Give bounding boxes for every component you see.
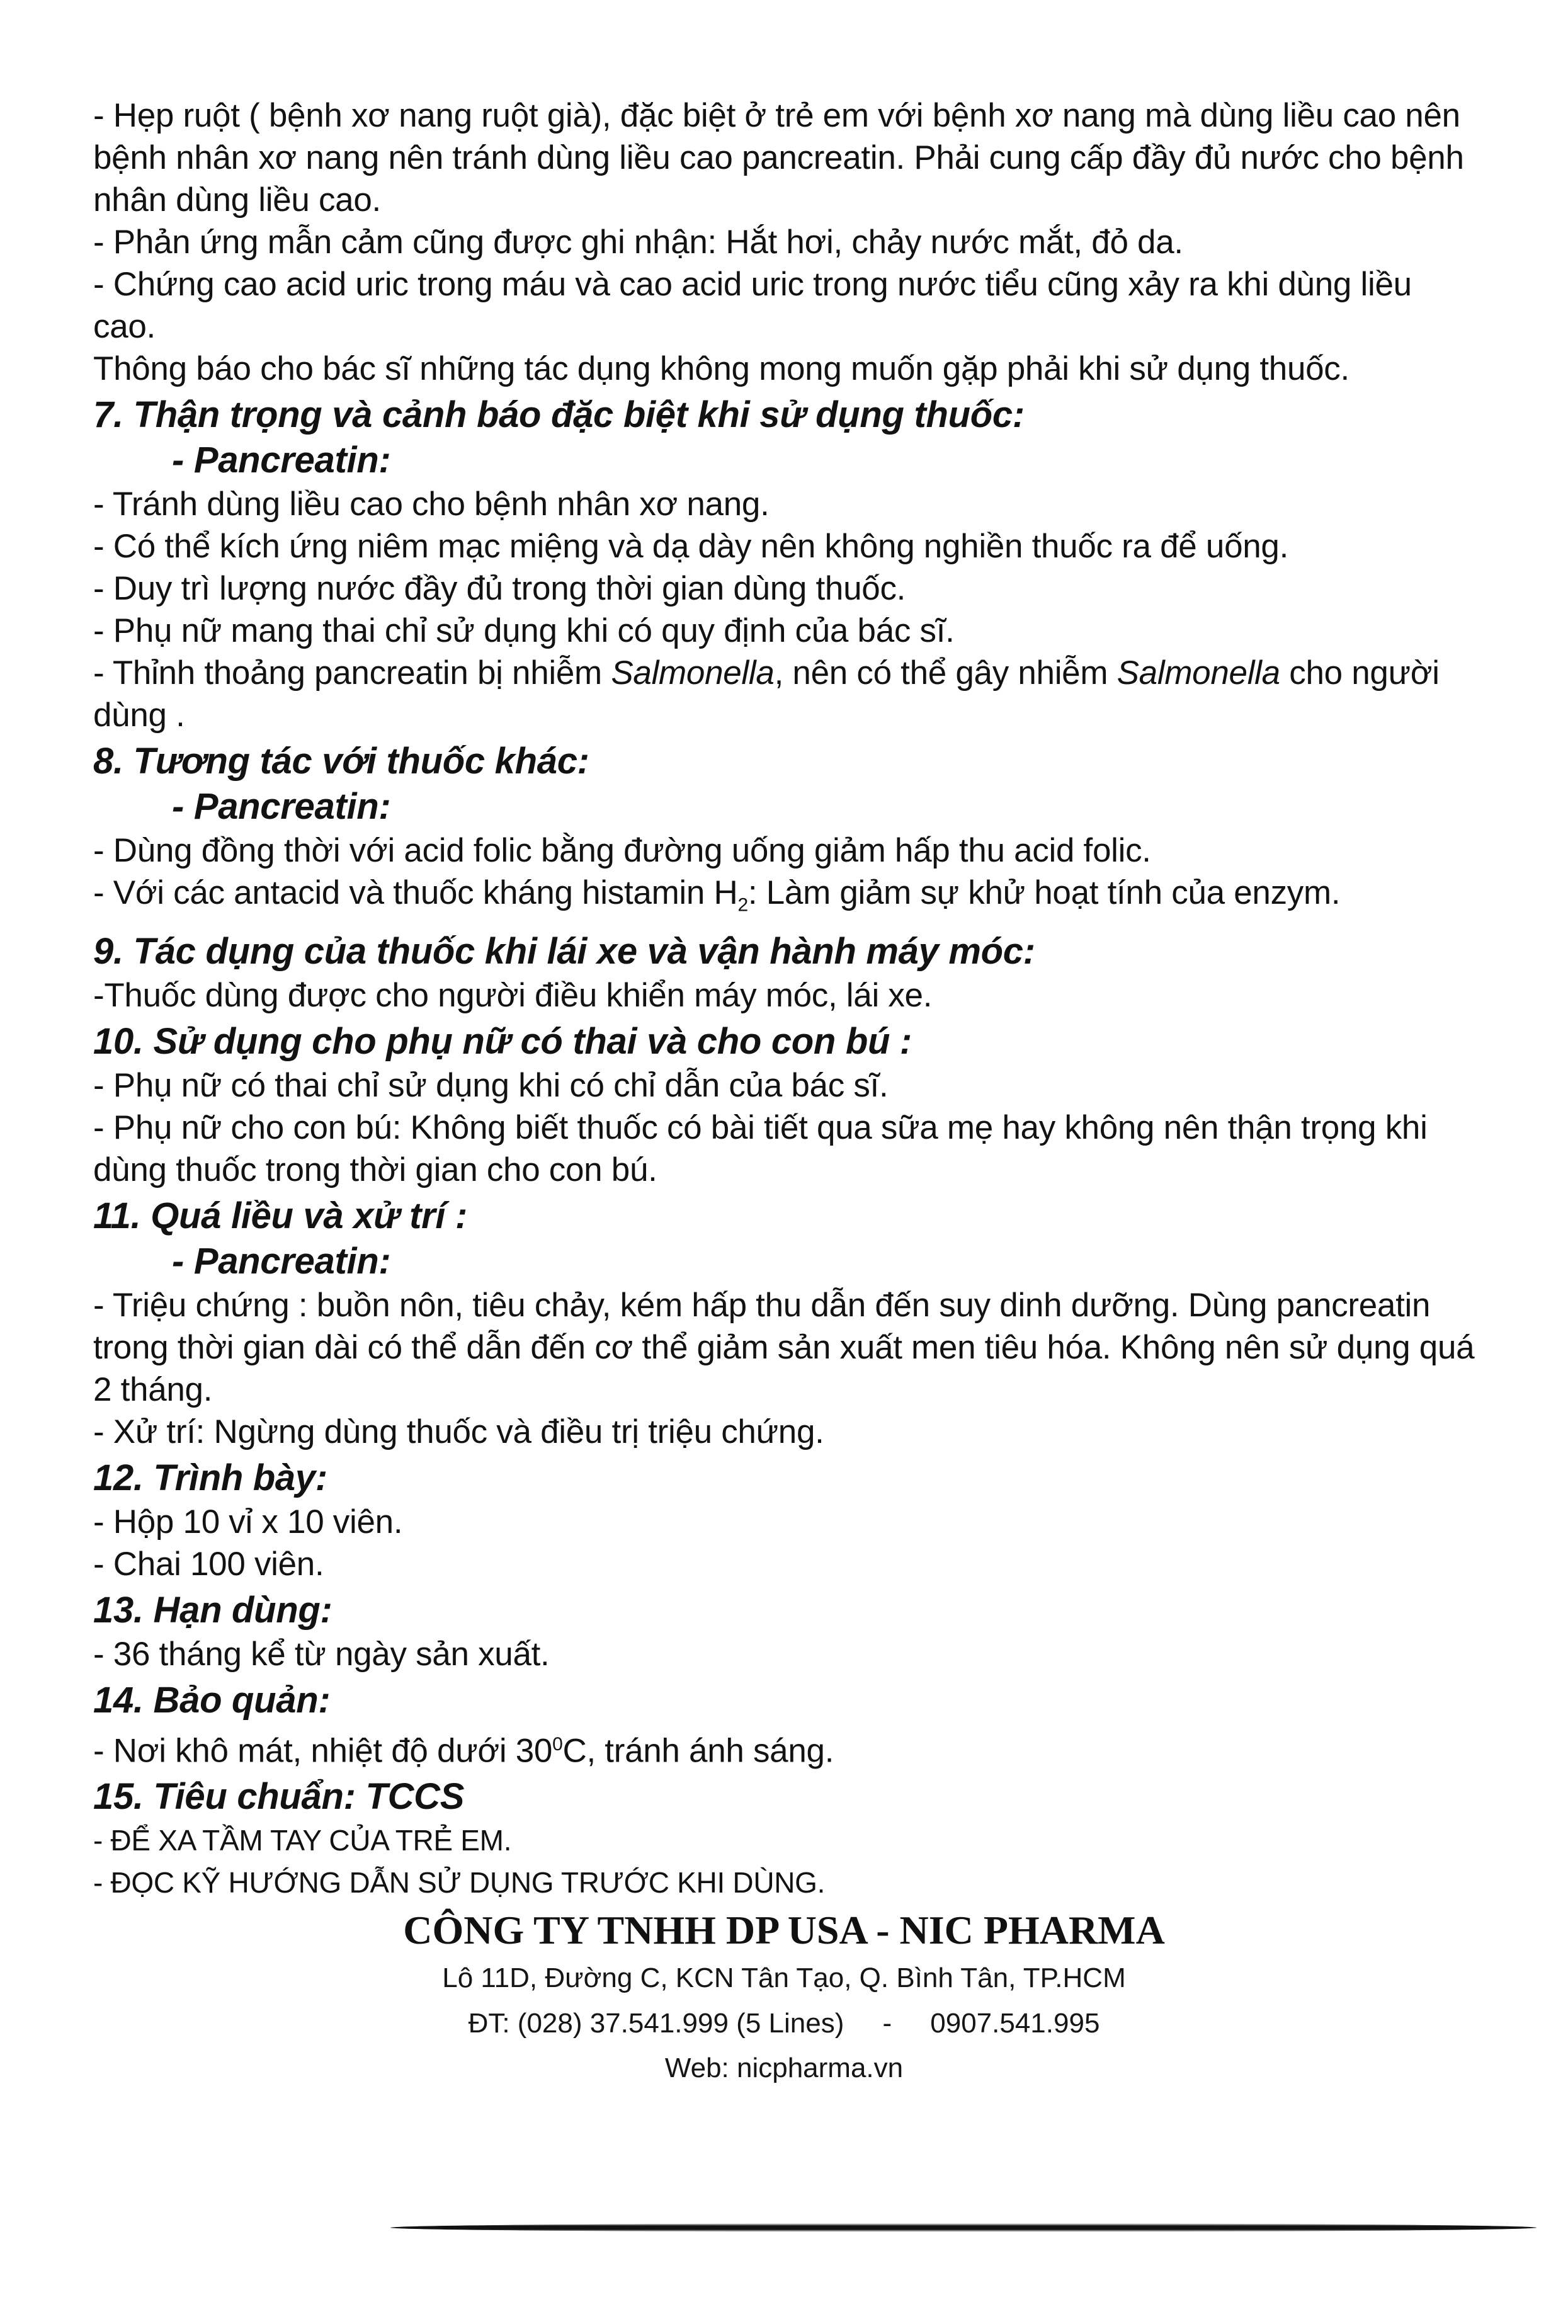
leaflet-body — [93, 94, 1479, 1904]
italic-term: Salmonella — [611, 654, 775, 692]
section-10-line: - Phụ nữ có thai chỉ sử dụng khi có chỉ dẫn của bác sĩ. — [93, 1066, 889, 1104]
bottom-divider — [390, 2223, 1537, 2232]
section-14-line — [93, 1723, 1479, 1772]
section-7-line: - Có thể kích ứng niêm mạc miệng và dạ dày nên không nghiền thuốc ra để uống. — [93, 528, 1289, 565]
section-7-line: - Phụ nữ mang thai chỉ sử dụng khi có quy định của bác sĩ. — [93, 612, 955, 649]
section-7-line: - Duy trì lượng nước đầy đủ trong thời gian dùng thuốc. — [93, 570, 906, 607]
text-part: cho người dùng . — [93, 654, 1440, 734]
text-part: - Thỉnh thoảng pancreatin bị nhiễm — [93, 654, 611, 692]
italic-term: Salmonella — [1116, 654, 1280, 692]
section-8-line — [93, 872, 1479, 926]
side-effect-note: Thông báo cho bác sĩ những tác dụng không mong muốn gặp phải khi sử dụng thuốc. — [93, 350, 1349, 387]
section-8-line: - Dùng đồng thời với acid folic bằng đường uống giảm hấp thu acid folic. — [93, 832, 1151, 869]
text-part: C, tránh ánh sáng. — [562, 1732, 834, 1770]
section-11-line: - Triệu chứng : buồn nôn, tiêu chảy, kém hấp thu dẫn đến suy dinh dưỡng. Dùng pancreatin trong thời gian dài có thể dẫn đến cơ thể giảm sản xuất men tiêu hóa. Không nên sử dụng quá 2 tháng. — [93, 1286, 1475, 1408]
side-effect-line: - Phản ứng mẫn cảm cũng được ghi nhận: Hắt hơi, chảy nước mắt, đỏ da. — [93, 224, 1183, 261]
company-website: Web: nicpharma.vn — [664, 2053, 904, 2083]
company-address: Lô 11D, Đường C, KCN Tân Tạo, Q. Bình Tân, TP.HCM — [442, 1962, 1126, 1993]
subscript: 2 — [737, 894, 748, 916]
section-12-line: - Chai 100 viên. — [93, 1545, 324, 1583]
section-9-line: -Thuốc dùng được cho người điều khiển máy móc, lái xe. — [93, 976, 933, 1014]
section-11-heading: 11. Quá liều và xử trí : — [93, 1195, 468, 1236]
company-phone: ĐT: (028) 37.541.999 (5 Lines) - 0907.541.995 — [468, 2008, 1100, 2039]
section-8-subheading: - Pancreatin: — [172, 786, 391, 827]
company-name: CÔNG TY TNHH DP USA - NIC PHARMA — [403, 1908, 1165, 1952]
text-part: , nên có thể gây nhiễm — [774, 654, 1117, 692]
section-11-line: - Xử trí: Ngừng dùng thuốc và điều trị triệu chứng. — [93, 1413, 824, 1450]
section-9-heading: 9. Tác dụng của thuốc khi lái xe và vận hành máy móc: — [93, 930, 1035, 972]
degree-superscript: 0 — [552, 1733, 563, 1755]
section-7-heading: 7. Thận trọng và cảnh báo đặc biệt khi sử dụng thuốc: — [93, 394, 1025, 435]
section-7-line: - Tránh dùng liều cao cho bệnh nhân xơ nang. — [93, 486, 770, 523]
text-part: - Nơi khô mát, nhiệt độ dưới 30 — [93, 1732, 553, 1770]
section-10-heading: 10. Sử dụng cho phụ nữ có thai và cho con bú : — [93, 1020, 912, 1062]
section-7-salmonella-line — [93, 652, 1479, 736]
warning-line: - ĐỂ XA TẦM TAY CỦA TRẺ EM. — [93, 1824, 512, 1857]
section-15-heading: 15. Tiêu chuẩn: TCCS — [93, 1776, 465, 1818]
section-13-heading: 13. Hạn dùng: — [93, 1589, 332, 1631]
warning-line: - ĐỌC KỸ HƯỚNG DẪN SỬ DỤNG TRƯỚC KHI DÙNG. — [93, 1866, 826, 1900]
section-7-subheading: - Pancreatin: — [172, 440, 391, 481]
side-effect-line: - Chứng cao acid uric trong máu và cao acid uric trong nước tiểu cũng xảy ra khi dùng liều cao. — [93, 266, 1412, 345]
section-8-heading: 8. Tương tác với thuốc khác: — [93, 741, 589, 782]
section-12-heading: 12. Trình bày: — [93, 1457, 327, 1498]
section-14-heading: 14. Bảo quản: — [93, 1679, 331, 1721]
section-13-line: - 36 tháng kể từ ngày sản xuất. — [93, 1635, 550, 1673]
text-part: : Làm giảm sự khử hoạt tính của enzym. — [747, 874, 1341, 911]
section-12-line: - Hộp 10 vỉ x 10 viên. — [93, 1503, 403, 1541]
section-11-subheading: - Pancreatin: — [172, 1240, 391, 1282]
text-part: - Với các antacid và thuốc kháng histamin H — [93, 874, 738, 911]
side-effect-line: - Hẹp ruột ( bệnh xơ nang ruột già), đặc biệt ở trẻ em với bệnh xơ nang mà dùng liều cao nên bệnh nhân xơ nang nên tránh dùng liều cao pancreatin. Phải cung cấp đầy đủ nước cho bệnh nhân dùng liều cao. — [93, 97, 1464, 219]
section-10-line: - Phụ nữ cho con bú: Không biết thuốc có bài tiết qua sữa mẹ hay không nên thận trọng khi dùng thuốc trong thời gian cho con bú. — [93, 1108, 1428, 1188]
